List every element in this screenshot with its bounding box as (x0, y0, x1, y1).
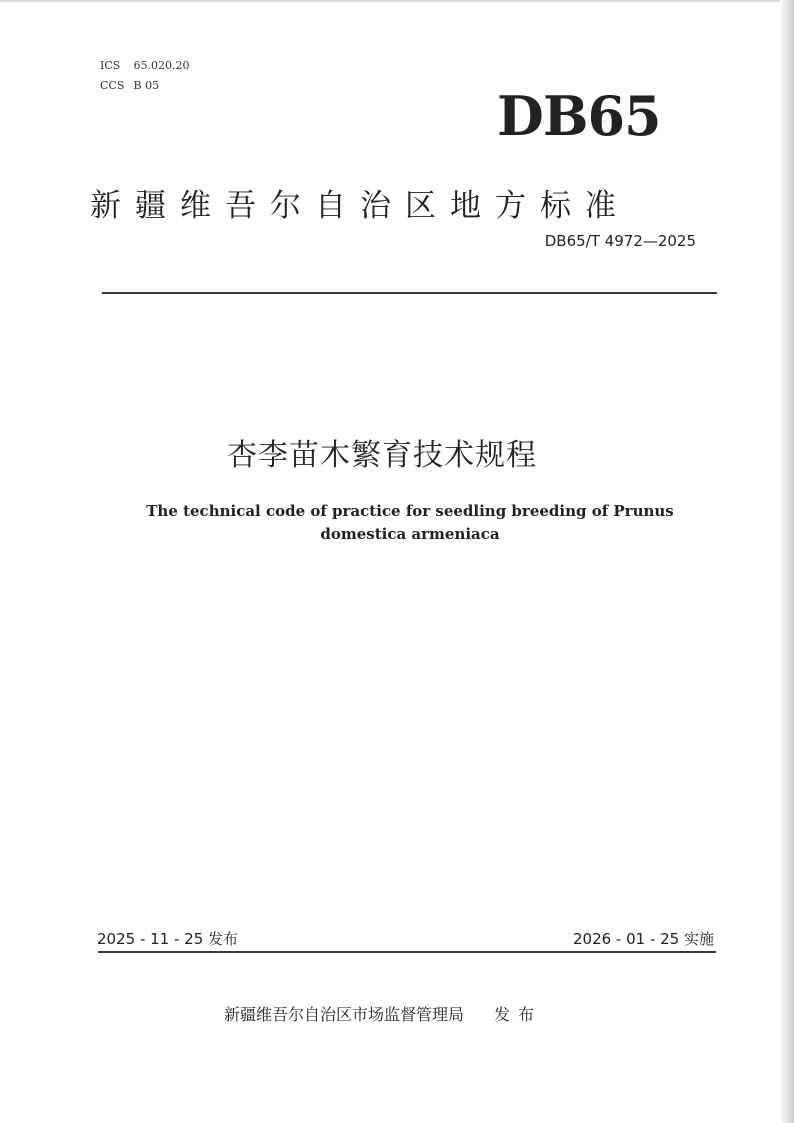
scan-edge-shadow (780, 0, 794, 1123)
ccs-value: B 05 (133, 79, 160, 92)
issue-date: 2025 - 11 - 25 发布 (97, 930, 239, 948)
ics-label: ICS (100, 59, 121, 72)
ccs-label: CCS (100, 79, 125, 92)
footer-divider (98, 951, 716, 953)
issuing-authority (224, 1002, 542, 1025)
document-title-chinese: 杏李苗木繁育技术规程 (227, 438, 537, 473)
scan-top-edge (0, 0, 780, 2)
header-divider (102, 292, 717, 294)
ics-line (100, 56, 189, 76)
issuer-action: 发布 (494, 1005, 543, 1024)
issuer-name: 新疆维吾尔自治区市场监督管理局 (224, 1005, 465, 1024)
ics-value: 65.020.20 (133, 59, 190, 72)
db-standard-mark: DB65 (497, 84, 661, 148)
standard-number: DB65/T 4972—2025 (544, 232, 696, 250)
ccs-line (100, 76, 189, 96)
standard-type-heading: 新疆维吾尔自治区地方标准 (90, 188, 630, 224)
classification-codes (100, 56, 189, 96)
implementation-date: 2026 - 01 - 25 实施 (572, 930, 714, 948)
document-title-english: The technical code of practice for seedling breeding of Prunus domestica armeniaca (146, 502, 674, 543)
